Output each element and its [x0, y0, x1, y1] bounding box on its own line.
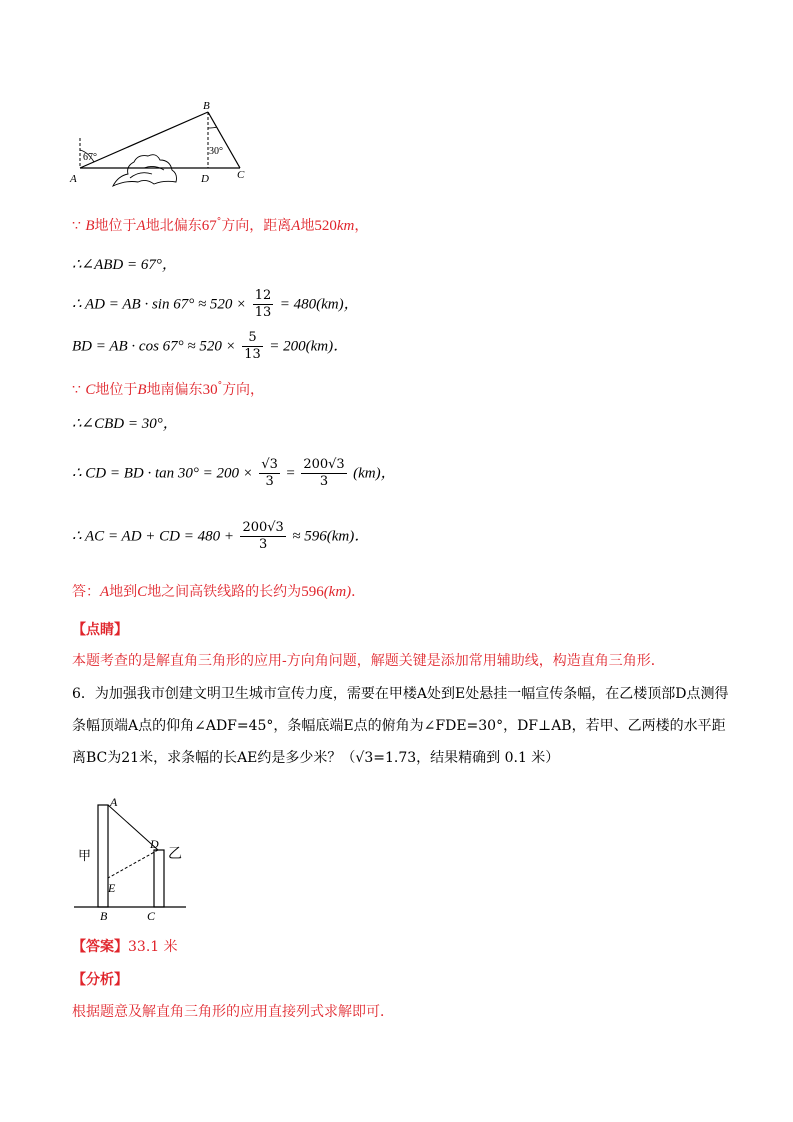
figure-direction-triangle — [68, 98, 258, 190]
fraction — [242, 330, 263, 363]
solution-line-3 — [72, 288, 359, 321]
label-d: D — [201, 173, 209, 185]
unit: km — [336, 218, 355, 234]
answer-value: 596 — [301, 584, 324, 600]
numerator: 200√3 — [242, 520, 284, 535]
text: 地北偏东 — [145, 218, 202, 234]
label-c: C — [237, 169, 245, 181]
numerator: 200√3 — [303, 457, 345, 472]
label-e: E — [108, 881, 116, 895]
numerator: √3 — [261, 457, 278, 472]
analysis-text: 根据题意及解直角三角形的应用直接列式求解即可． — [72, 1004, 394, 1020]
fraction — [253, 288, 274, 321]
point-b: B — [137, 382, 147, 398]
text: 地到 — [109, 584, 138, 600]
building-jia — [98, 805, 108, 907]
equation-left: ∴ CD = BD · tan 30° = 200 × — [72, 465, 253, 482]
equation-right: = 480(km)， — [279, 296, 359, 313]
denominator: 13 — [244, 347, 261, 362]
label-a: A — [70, 173, 77, 185]
answer-value: 33.1 米 — [128, 939, 178, 955]
because-symbol: ∵ — [72, 382, 81, 398]
text: 地位于 — [95, 382, 138, 398]
degree-value: 30 — [202, 382, 218, 398]
degree-value: 67 — [201, 218, 217, 234]
problem-text: =1.73，结果精确到 0.1 米） — [373, 750, 560, 766]
analysis-heading: 【分析】 — [72, 972, 128, 988]
building-yi — [154, 850, 164, 907]
degree-symbol: ° — [216, 217, 222, 227]
unit: (km) — [323, 584, 352, 600]
text: 地 — [300, 218, 315, 234]
label-c: C — [147, 909, 156, 922]
figure-buildings — [72, 792, 192, 922]
point-c: C — [137, 584, 148, 600]
point-a: A — [100, 584, 110, 600]
point-a: A — [291, 218, 301, 234]
equation-right: (km)， — [353, 465, 396, 482]
equation-right: ≈ 596(km)． — [292, 528, 370, 545]
label-angle-30: 30° — [209, 146, 223, 157]
mountain-icon — [113, 155, 177, 186]
solution-line-1 — [72, 212, 368, 236]
angle-arc-b — [208, 127, 217, 128]
comment-text: 本题考查的是解直角三角形的应用-方向角问题，解题关键是添加常用辅助线，构造直角三角形． — [72, 653, 665, 669]
denominator: 3 — [259, 537, 268, 552]
fraction — [259, 457, 280, 490]
equation-left: ∴ AD = AB · sin 67° ≈ 520 × — [72, 296, 247, 313]
problem-text: 6．为加强我市创建文明卫生城市宣传力度，需要在甲楼A处到E处悬挂一幅宣传条幅，在乙楼顶部D点测得条幅顶端A点的仰角∠ADF=45°，条幅底端E点的俯角为∠FDE=30°，DF⊥AB，若甲、乙两楼的水平距离BC为21米，求条幅的长AE约是多少米？（ — [72, 686, 729, 766]
text: ， — [354, 218, 369, 234]
solution-line-5 — [72, 376, 264, 400]
answer-6 — [72, 937, 178, 957]
label-d: D — [150, 837, 159, 851]
solution-line-8 — [72, 520, 369, 553]
label-yi: 乙 — [168, 847, 182, 862]
text: 地南偏东 — [146, 382, 203, 398]
text: 方向，距离 — [221, 218, 292, 234]
solution-line-7 — [72, 457, 396, 490]
segment-bc — [208, 112, 240, 168]
label-angle-67: 67° — [83, 152, 97, 163]
fraction — [240, 520, 285, 553]
numerator: 12 — [254, 288, 272, 303]
point-b: B — [85, 218, 95, 234]
comment-heading: 【点睛】 — [72, 622, 128, 638]
answer-heading: 【答案】 — [72, 939, 128, 955]
sqrt-expression: √3 — [355, 750, 374, 766]
denominator: 3 — [319, 474, 329, 489]
degree-symbol: ° — [217, 381, 223, 391]
text: ． — [351, 584, 366, 600]
text: 地位于 — [94, 218, 137, 234]
text: 方向， — [222, 382, 265, 398]
segment-de — [108, 850, 158, 878]
fraction — [301, 457, 346, 490]
equation-left: BD = AB · cos 67° ≈ 520 × — [72, 338, 236, 355]
solution-line-4 — [72, 330, 348, 363]
solution-answer — [72, 582, 365, 602]
segment-ab — [80, 112, 208, 168]
point-c: C — [85, 382, 96, 398]
distance-value: 520 — [314, 218, 337, 234]
label-a: A — [110, 795, 118, 809]
answer-label: 答： — [72, 584, 100, 600]
because-symbol: ∵ — [72, 218, 81, 234]
text: 地之间高铁线路的长约为 — [147, 584, 302, 600]
equation-right: = 200(km)． — [269, 338, 349, 355]
solution-line-2 — [72, 255, 177, 275]
equation: ∴∠ABD = 67°， — [72, 257, 177, 273]
point-a: A — [136, 218, 146, 234]
equation: ∴∠CBD = 30°， — [72, 416, 178, 432]
label-b: B — [203, 100, 210, 112]
label-jia: 甲 — [78, 848, 92, 863]
numerator: 5 — [242, 330, 263, 347]
problem-6-text — [72, 678, 732, 774]
denominator: 3 — [265, 474, 274, 489]
denominator: 13 — [254, 305, 272, 320]
label-b: B — [100, 909, 108, 922]
solution-line-6 — [72, 414, 178, 434]
equals-sign: = — [286, 465, 295, 482]
equation-left: ∴ AC = AD + CD = 480 + — [72, 528, 234, 545]
